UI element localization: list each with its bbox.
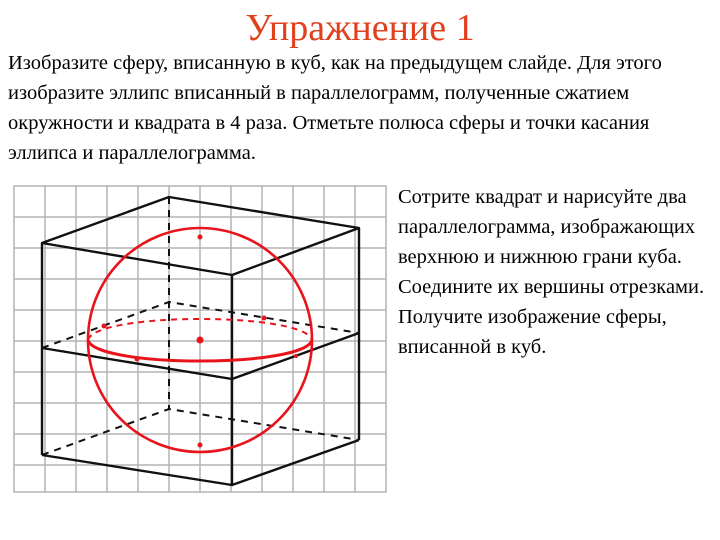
sphere-center-point — [197, 337, 204, 344]
tangent-point-right-front — [294, 354, 298, 358]
exercise-text: Изобразите сферу, вписанную в куб, как на предыдущем слайде. Для этого изобразите эллипс вписанный в параллелограмм, полученные сжатием окружности и квадрата в 4 раза. Отметьте полюса сферы и точки касания эллипса и параллелограмма. — [8, 52, 662, 164]
tangent-point-front — [135, 357, 140, 362]
tangent-point-right — [262, 316, 267, 321]
slide-title: Упражнение 1 — [245, 7, 475, 49]
north-pole-point — [198, 235, 203, 240]
south-pole-point — [198, 443, 203, 448]
tangent-point-left — [102, 324, 107, 329]
instruction-text: Сотрите квадрат и нарисуйте два параллелограмма, изображающих верхнюю и нижнюю грани куба. Соедините их вершины отрезками. Получите изображение сферы, вписанной в куб. — [398, 186, 705, 358]
